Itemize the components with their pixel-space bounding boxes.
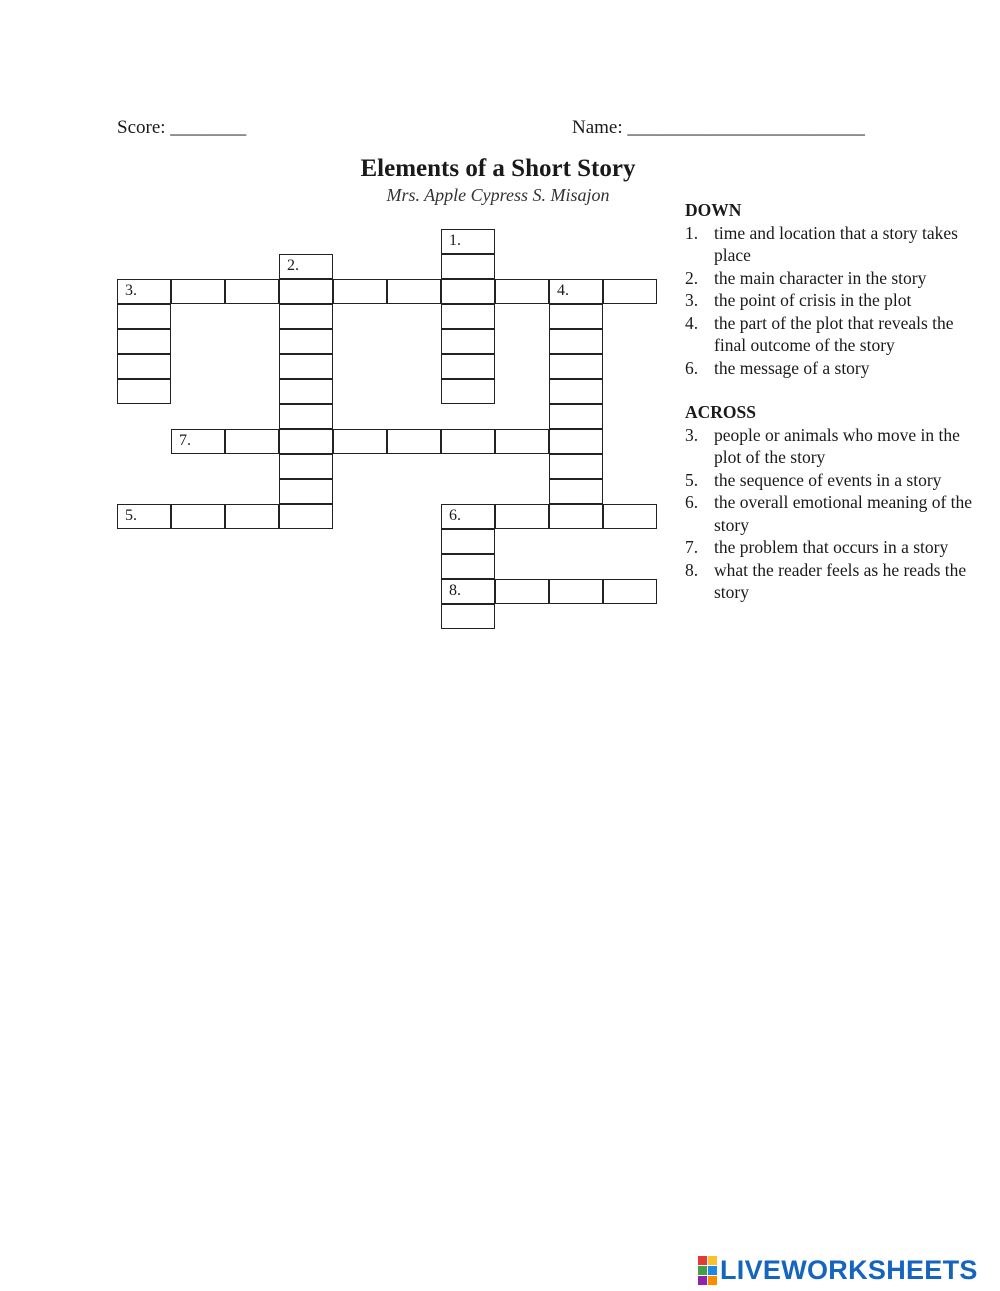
crossword-cell-numbered[interactable] — [117, 279, 171, 304]
crossword-cell[interactable] — [441, 329, 495, 354]
clue-item-text: people or animals who move in the plot of the story — [714, 424, 960, 467]
crossword-cell[interactable] — [549, 504, 603, 529]
clue-number: 7. — [179, 432, 191, 449]
clue-item-number: 8. — [685, 559, 699, 580]
clue-number: 2. — [287, 257, 299, 274]
clue-item-text: the part of the plot that reveals the final outcome of the story — [714, 312, 954, 355]
crossword-cell[interactable] — [117, 379, 171, 404]
clue-item-number: 6. — [685, 357, 699, 378]
clue-item — [685, 222, 985, 267]
clue-item — [685, 357, 985, 380]
crossword-cell[interactable] — [603, 579, 657, 604]
clue-item — [685, 312, 985, 357]
crossword-cell[interactable] — [441, 354, 495, 379]
crossword-cell[interactable] — [549, 454, 603, 479]
crossword-cell[interactable] — [441, 254, 495, 279]
crossword-cell[interactable] — [441, 379, 495, 404]
crossword-cell[interactable] — [441, 554, 495, 579]
clue-item-text: the problem that occurs in a story — [714, 537, 949, 557]
crossword-cell[interactable] — [549, 329, 603, 354]
crossword-cell[interactable] — [279, 279, 333, 304]
crossword-cell[interactable] — [549, 579, 603, 604]
crossword-cell-numbered[interactable] — [441, 579, 495, 604]
clue-item — [685, 289, 985, 312]
name-label: Name: _________________________ — [572, 117, 865, 138]
crossword-cell[interactable] — [495, 504, 549, 529]
clue-item-number: 7. — [685, 537, 699, 557]
crossword-cell[interactable] — [495, 579, 549, 604]
crossword-cell[interactable] — [171, 504, 225, 529]
logo-wordmark: LIVEWORKSHEETS — [720, 1254, 978, 1285]
crossword-cell[interactable] — [549, 354, 603, 379]
crossword-cell[interactable] — [117, 354, 171, 379]
logo-block — [708, 1276, 717, 1285]
clue-item — [685, 267, 985, 290]
clue-item — [685, 469, 985, 492]
clue-item-text: the message of a story — [714, 357, 870, 378]
crossword-cell[interactable] — [387, 279, 441, 304]
across-heading: ACROSS — [685, 402, 756, 422]
crossword-cell[interactable] — [549, 379, 603, 404]
crossword-cell[interactable] — [549, 304, 603, 329]
logo-block — [698, 1256, 707, 1265]
logo-block-icon — [698, 1256, 717, 1285]
crossword-cell[interactable] — [279, 504, 333, 529]
liveworksheets-logo — [698, 1256, 978, 1284]
crossword-cell-numbered[interactable] — [441, 229, 495, 254]
clue-number: 3. — [125, 282, 137, 299]
clue-number: 1. — [449, 232, 461, 249]
crossword-cell[interactable] — [279, 304, 333, 329]
crossword-cell[interactable] — [279, 404, 333, 429]
crossword-cell[interactable] — [441, 279, 495, 304]
clue-item-number: 5. — [685, 469, 699, 490]
crossword-cell[interactable] — [549, 404, 603, 429]
down-clue-list — [685, 222, 985, 380]
clue-item-text: the main character in the story — [714, 267, 927, 288]
clue-number: 5. — [125, 507, 137, 524]
crossword-cell-numbered[interactable] — [441, 504, 495, 529]
crossword-cell-numbered[interactable] — [549, 279, 603, 304]
crossword-cell[interactable] — [279, 329, 333, 354]
logo-block — [698, 1266, 707, 1275]
crossword-cell[interactable] — [603, 504, 657, 529]
clue-number: 4. — [557, 282, 569, 299]
clue-item — [685, 559, 985, 604]
crossword-cell[interactable] — [441, 304, 495, 329]
score-label: Score: ________ — [117, 117, 247, 138]
crossword-cell[interactable] — [225, 504, 279, 529]
crossword-cell[interactable] — [495, 279, 549, 304]
clues-panel — [685, 199, 985, 626]
clue-item — [685, 536, 985, 559]
crossword-cell[interactable] — [117, 329, 171, 354]
author-subtitle: Mrs. Apple Cypress S. Misajon — [386, 185, 610, 205]
clue-item-number: 3. — [685, 290, 699, 310]
crossword-cell-numbered[interactable] — [171, 429, 225, 454]
crossword-cell[interactable] — [279, 379, 333, 404]
crossword-cell[interactable] — [495, 429, 549, 454]
crossword-cell[interactable] — [117, 304, 171, 329]
crossword-cell[interactable] — [225, 279, 279, 304]
crossword-cell[interactable] — [171, 279, 225, 304]
crossword-cell[interactable] — [549, 429, 603, 454]
crossword-cell[interactable] — [333, 429, 387, 454]
clue-item-number: 3. — [685, 424, 699, 445]
clue-item-number: 2. — [685, 267, 699, 288]
crossword-cell[interactable] — [279, 354, 333, 379]
crossword-cell[interactable] — [225, 429, 279, 454]
clue-item-text: the sequence of events in a story — [714, 469, 942, 490]
crossword-cell[interactable] — [279, 479, 333, 504]
crossword-cell[interactable] — [333, 279, 387, 304]
clue-item-number: 6. — [685, 492, 699, 512]
crossword-cell[interactable] — [603, 279, 657, 304]
crossword-cell[interactable] — [441, 604, 495, 629]
clue-item — [685, 424, 985, 469]
clue-item-text: the overall emotional meaning of the story — [714, 492, 973, 535]
crossword-cell[interactable] — [441, 529, 495, 554]
crossword-cell[interactable] — [441, 429, 495, 454]
clue-number: 8. — [449, 582, 461, 599]
across-clue-list — [685, 424, 985, 604]
clue-number: 6. — [449, 507, 461, 524]
logo-block — [698, 1276, 707, 1285]
crossword-cell[interactable] — [279, 429, 333, 454]
crossword-cell-numbered[interactable] — [279, 254, 333, 279]
clue-item-text: the point of crisis in the plot — [714, 290, 912, 310]
logo-block — [708, 1256, 717, 1265]
clue-item-text: what the reader feels as he reads the story — [714, 559, 967, 602]
page-title: Elements of a Short Story — [360, 155, 636, 182]
crossword-cell[interactable] — [549, 479, 603, 504]
clue-item-number: 1. — [685, 222, 699, 243]
crossword-cell-numbered[interactable] — [117, 504, 171, 529]
clue-item-text: time and location that a story takes place — [714, 222, 958, 265]
clue-item-number: 4. — [685, 312, 699, 333]
down-heading: DOWN — [685, 200, 742, 220]
logo-block — [708, 1266, 717, 1275]
crossword-cell[interactable] — [387, 429, 441, 454]
clue-item — [685, 491, 985, 536]
crossword-cell[interactable] — [279, 454, 333, 479]
